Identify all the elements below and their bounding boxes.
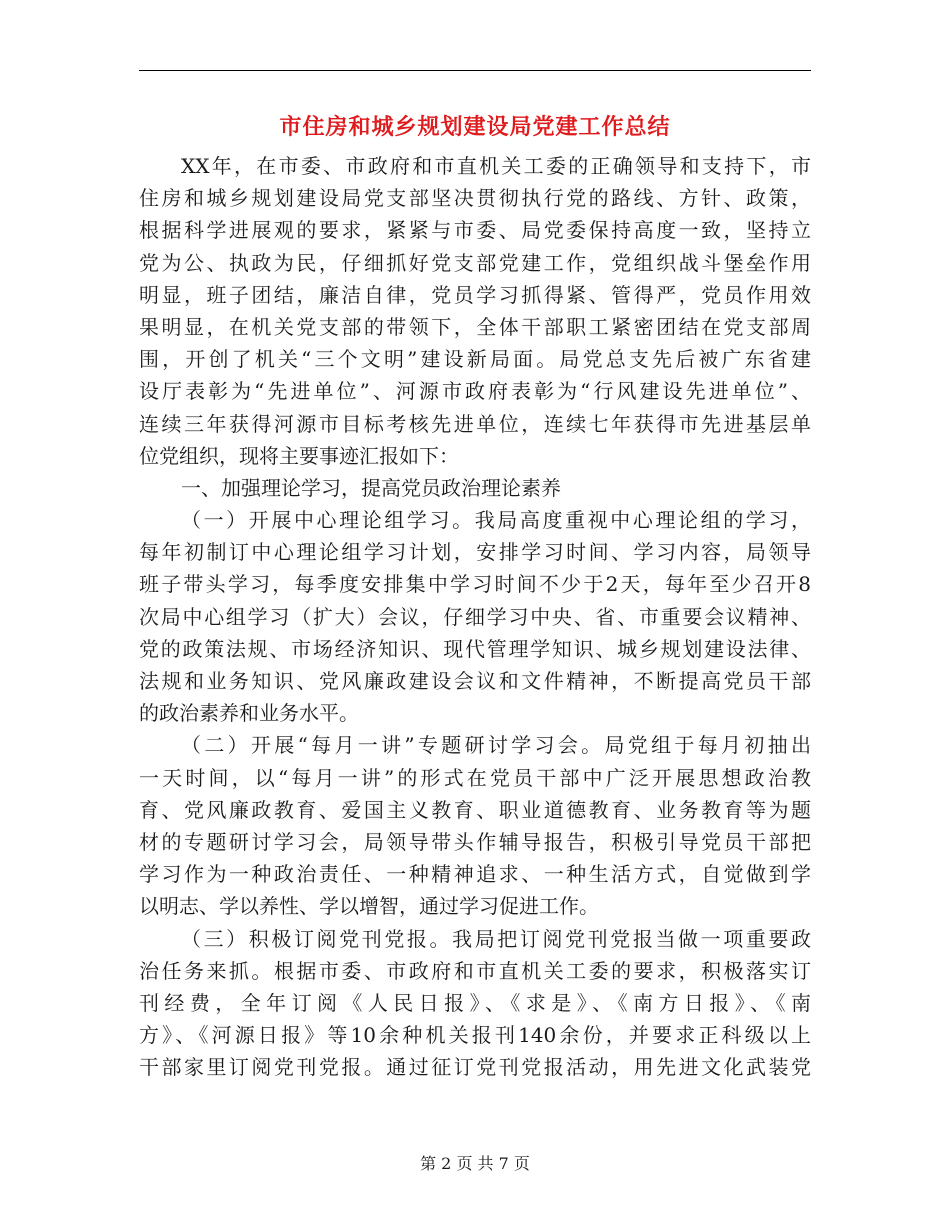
paragraph-line: 住房和城乡规划建设局党支部坚决贯彻执行党的路线、方针、政策， xyxy=(139,186,811,211)
paragraph-line: 刊经费，全年订阅《人民日报》、《求是》、《南方日报》、《南 xyxy=(139,990,811,1015)
document-title: 市住房和城乡规划建设局党建工作总结 xyxy=(279,114,671,140)
paragraph-line: 次局中心组学习（扩大）会议，仔细学习中央、省、市重要会议精神、 xyxy=(139,604,811,629)
paragraph-line: 果明显，在机关党支部的带领下，全体干部职工紧密团结在党支部周 xyxy=(139,314,811,339)
paragraph-line: 学习作为一种政治责任、一种精神追求、一种生活方式，自觉做到学 xyxy=(139,862,811,887)
paragraph-line: 材的专题研讨学习会，局领导带头作辅导报告，积极引导党员干部把 xyxy=(139,829,811,854)
page-footer xyxy=(139,1153,811,1175)
paragraph-line: 党的政策法规、市场经济知识、现代管理学知识、城乡规划建设法律、 xyxy=(139,636,811,661)
paragraph-line: 明显，班子团结，廉洁自律，党员学习抓得紧、管得严，党员作用效 xyxy=(139,282,811,307)
paragraph-line: 党为公、执政为民，仔细抓好党支部党建工作，党组织战斗堡垒作用 xyxy=(139,250,811,275)
paragraph-line: （二）开展“每月一讲”专题研讨学习会。局党组于每月初抽出 xyxy=(181,733,811,758)
footer-suffix: 页 xyxy=(513,1154,530,1173)
paragraph-line: 方》、《河源日报》等10余种机关报刊140余份，并要求正科级以上 xyxy=(139,1023,811,1048)
paragraph-line: 一天时间，以“每月一讲”的形式在党员干部中广泛开展思想政治教 xyxy=(139,765,811,790)
paragraph-line: （三）积极订阅党刊党报。我局把订阅党刊党报当做一项重要政 xyxy=(181,926,811,951)
paragraph-line: 以明志、学以养性、学以增智，通过学习促进工作。 xyxy=(139,894,599,919)
footer-prefix: 第 xyxy=(420,1154,437,1173)
paragraph-line: 设厅表彰为“先进单位”、河源市政府表彰为“行风建设先进单位”、 xyxy=(139,379,811,404)
paragraph-line: 位党组织，现将主要事迹汇报如下： xyxy=(139,443,459,468)
document-body xyxy=(139,150,811,1083)
paragraph-line: 根据科学进展观的要求，紧紧与市委、局党委保持高度一致，坚持立 xyxy=(139,218,811,243)
total-pages-number: 7 xyxy=(498,1154,509,1173)
footer-middle: 页 共 xyxy=(456,1154,494,1173)
paragraph-line: 班子带头学习，每季度安排集中学习时间不少于2天，每年至少召开8 xyxy=(139,572,811,597)
paragraph-line: 连续三年获得河源市目标考核先进单位，连续七年获得市先进基层单 xyxy=(139,411,811,436)
section-heading: 一、加强理论学习，提高党员政治理论素养 xyxy=(181,475,561,500)
paragraph-line: 的政治素养和业务水平。 xyxy=(139,701,359,726)
paragraph-line: XX年，在市委、市政府和市直机关工委的正确领导和支持下，市 xyxy=(181,154,811,178)
paragraph-line: 每年初制订中心理论组学习计划，安排学习时间、学习内容，局领导 xyxy=(139,540,811,565)
paragraph-line: 干部家里订阅党刊党报。通过征订党刊党报活动，用先进文化武装党 xyxy=(139,1055,811,1080)
current-page-number: 2 xyxy=(441,1154,452,1173)
header-rule xyxy=(139,70,811,71)
paragraph-line: 治任务来抓。根据市委、市政府和市直机关工委的要求，积极落实订 xyxy=(139,958,811,983)
paragraph-line: 育、党风廉政教育、爱国主义教育、职业道德教育、业务教育等为题 xyxy=(139,797,811,822)
paragraph-line: （一）开展中心理论组学习。我局高度重视中心理论组的学习， xyxy=(181,508,811,533)
paragraph-line: 法规和业务知识、党风廉政建设会议和文件精神，不断提高党员干部 xyxy=(139,669,811,693)
paragraph-line: 围，开创了机关“三个文明”建设新局面。局党总支先后被广东省建 xyxy=(139,347,811,372)
